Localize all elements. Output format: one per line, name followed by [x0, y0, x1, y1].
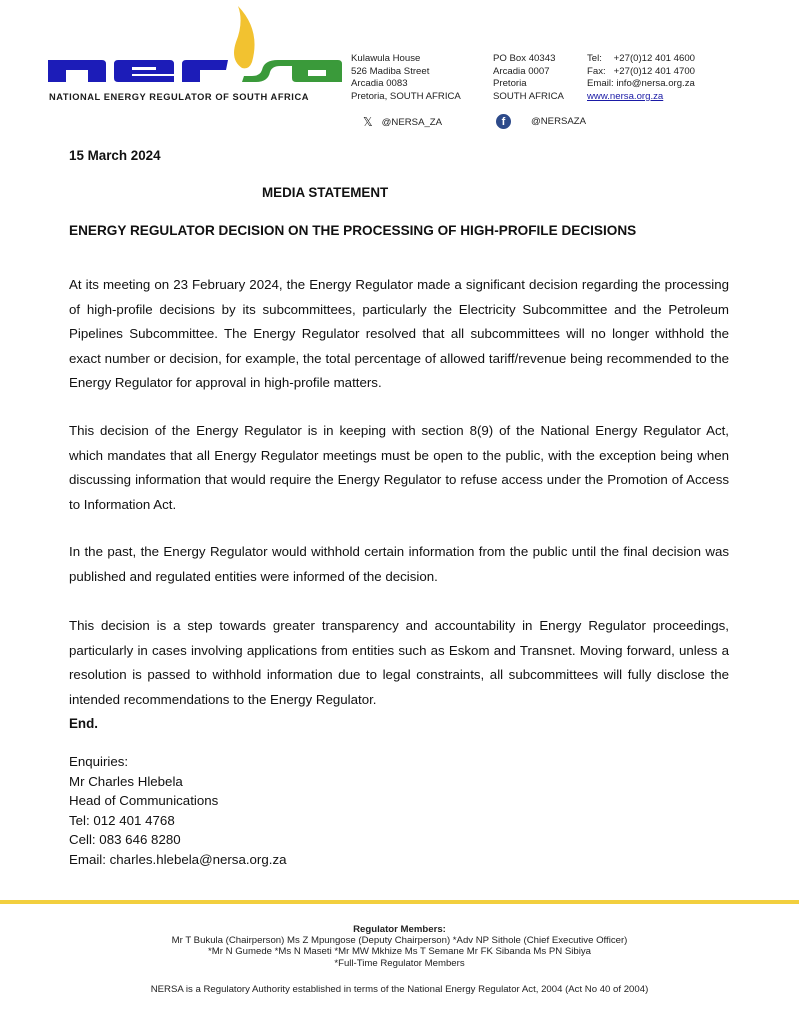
footer-divider [0, 900, 799, 904]
contact-tel: Tel: 012 401 4768 [69, 812, 175, 828]
facebook-handle[interactable] [496, 114, 586, 129]
address-line: Pretoria [493, 78, 527, 90]
contact-name: Mr Charles Hlebela [69, 773, 183, 789]
contact-email: Email: charles.hlebela@nersa.org.za [69, 851, 287, 867]
address-line: PO Box 40343 [493, 53, 556, 64]
contact-cell: Cell: 083 646 8280 [69, 832, 181, 848]
tel-line [587, 53, 695, 66]
website-link[interactable]: www.nersa.org.za [587, 90, 664, 102]
fax-line [587, 66, 695, 79]
tel-value: +27(0)12 401 4600 [613, 53, 696, 64]
address-line: Arcadia 0083 [351, 78, 408, 90]
enquiries-heading: Enquiries: [69, 754, 129, 769]
members-line: *Mr N Gumede *Ms N Maseti *Mr MW Mkhize Ms T Semane Mr FK Sibanda Ms PN Sibiya [208, 946, 591, 958]
headline: ENERGY REGULATOR DECISION ON THE PROCESSING OF HIGH-PROFILE DECISIONS [69, 223, 637, 238]
enquiries-block [69, 752, 287, 870]
end-marker: End. [69, 716, 99, 731]
physical-address [351, 53, 461, 103]
paragraph: In the past, the Energy Regulator would withhold certain information from the public until the final decision was published and regulated entities were informed of the decision. [69, 544, 729, 584]
address-line: Pretoria, SOUTH AFRICA [351, 90, 461, 102]
facebook-icon: f [496, 114, 511, 129]
paragraph: This decision is a step towards greater transparency and accountability in Energy Regulator proceedings, particularly in cases involving applications from entities such as Eskom and Transnet. Moving forward, unless a resolution is passed to withhold information due to legal constraints, all subcommittees will fully disclose the intended recommendations to the Energy Regulator. [69, 618, 729, 707]
members-heading: Regulator Members: [353, 924, 446, 935]
fax-value: +27(0)12 401 4700 [613, 65, 696, 77]
contact-title: Head of Communications [69, 793, 219, 809]
x-handle[interactable] [363, 115, 442, 129]
legal-statement: NERSA is a Regulatory Authority established in terms of the National Energy Regulator Act, 2004 (Act No 40 of 2004) [150, 984, 649, 995]
address-line: SOUTH AFRICA [493, 90, 564, 102]
statement-date: 15 March 2024 [69, 148, 161, 163]
email-line: Email: info@nersa.org.za [587, 78, 695, 90]
contact-details [587, 53, 695, 103]
facebook-handle-text: @NERSAZA [531, 116, 587, 127]
document-type-label: MEDIA STATEMENT [262, 185, 389, 200]
members-note: *Full-Time Regulator Members [334, 957, 465, 969]
members-line: Mr T Bukula (Chairperson) Ms Z Mpungose (Deputy Chairperson) *Adv NP Sithole (Chief Executive Officer) [171, 935, 628, 947]
x-logo-icon: 𝕏 [363, 115, 373, 129]
tel-label: Tel: [587, 53, 602, 64]
fax-label: Fax: [587, 65, 606, 77]
nersa-logo [46, 0, 346, 106]
address-line: 526 Madiba Street [351, 65, 430, 77]
nersa-logo-icon [46, 0, 346, 92]
address-line: Arcadia 0007 [493, 65, 550, 77]
address-line: Kulawula House [351, 53, 421, 64]
logo-tagline: NATIONAL ENERGY REGULATOR OF SOUTH AFRICA [49, 92, 309, 102]
x-handle-text: @NERSA_ZA [381, 116, 443, 128]
paragraph: At its meeting on 23 February 2024, the Energy Regulator made a significant decision regarding the processing of high-profile decisions by its subcommittees, particularly the Electricity Subcommittee and the Petroleum Pipelines Subcommittee. The Energy Regulator resolved that all subcommittees will no longer withhold the exact number or decision, for example, the total percentage of allowed tariff/revenue being recommended to the Energy Regulator for approval in high-profile matters. [69, 277, 729, 391]
paragraph: This decision of the Energy Regulator is in keeping with section 8(9) of the National Energy Regulator Act, which mandates that all Energy Regulator meetings must be open to the public, with the exception being when discussing information that would require the Energy Regulator to refuse access under the Promotion of Access to Information Act. [69, 423, 729, 512]
postal-address [493, 53, 564, 103]
regulator-members [0, 924, 799, 969]
